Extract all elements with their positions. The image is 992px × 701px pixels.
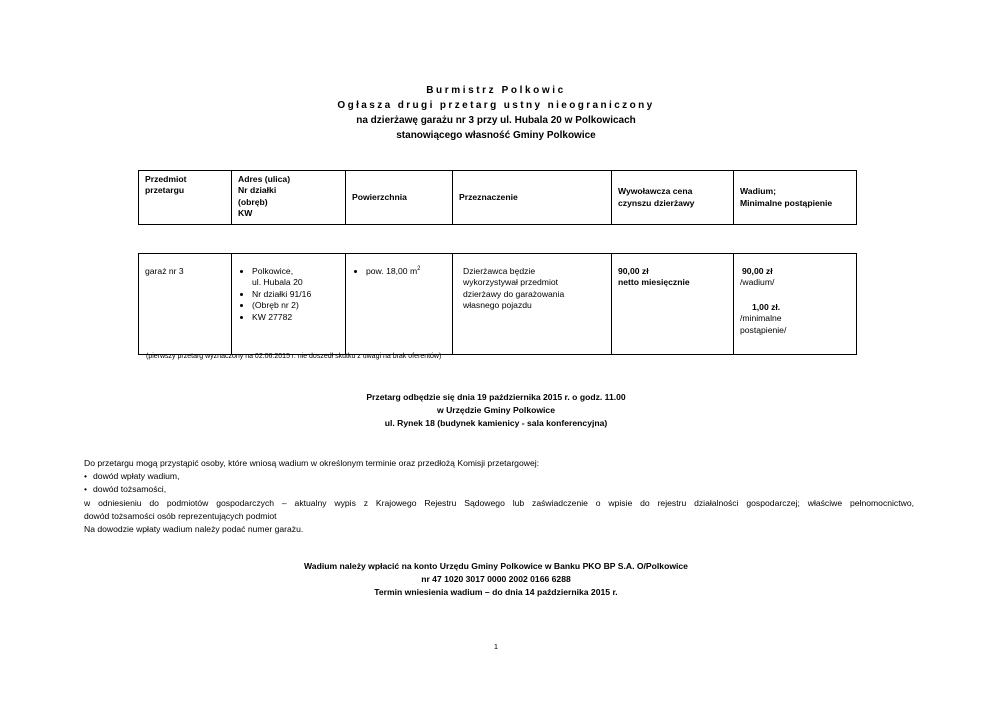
header-deposit-line2: Minimalne postąpienie xyxy=(740,197,833,208)
list-item: • Nr działki 91/16 xyxy=(252,289,339,300)
table-header xyxy=(138,170,857,225)
area-list xyxy=(352,266,446,277)
auction-info xyxy=(0,391,992,430)
payment-account-number: nr 47 1020 3017 0000 2002 0166 6288 xyxy=(421,574,571,584)
header-address-line3: (obręb) xyxy=(238,196,268,207)
condition-bullet: • dowód tożsamości, xyxy=(84,483,914,496)
header-address-line4: KW xyxy=(238,208,253,219)
auction-address: ul. Rynek 18 (budynek kamienicy - sala konferencyjna) xyxy=(384,418,608,428)
header-cell-price xyxy=(612,171,734,225)
price-note: netto miesięcznie xyxy=(618,277,690,288)
min-step-label-line1: /minimalne xyxy=(740,313,782,324)
header-announcement: Ogłasza drugi przetarg ustny nieograniczony xyxy=(337,100,655,111)
address-list xyxy=(238,266,339,323)
header-price-line2: czynszu dzierżawy xyxy=(618,197,695,208)
list-item: ul. Hubala 20 xyxy=(252,277,303,288)
header-cell-area: Powierzchnia xyxy=(346,171,453,225)
header-price-line1: Wywoławcza cena xyxy=(618,186,693,197)
payment-info xyxy=(0,560,992,599)
payment-deadline: Termin wniesienia wadium – do dnia 14 października 2015 r. xyxy=(374,587,618,597)
header-deposit-line1: Wadium; xyxy=(740,186,776,197)
cell-address xyxy=(232,254,346,355)
purpose-line: Dzierżawca będzie xyxy=(463,266,536,276)
condition-bullet: • dowód wpłaty wadium, xyxy=(84,470,914,483)
cell-purpose xyxy=(453,254,612,355)
list-item xyxy=(366,266,446,277)
cell-deposit xyxy=(734,254,857,355)
conditions-representatives: dowód tożsamości osób reprezentujących podmiot xyxy=(84,510,277,521)
header-title: Burmistrz Polkowic xyxy=(426,85,566,96)
header-address-line1: Adres (ulica) xyxy=(238,174,291,184)
header-subject-line2: przetargu xyxy=(145,185,185,196)
conditions-intro: Do przetargu mogą przystąpić osoby, które wniosą wadium w określonym terminie oraz przedłożą Komisji przetargowej: xyxy=(84,458,540,468)
first-auction-note: (pierwszy przetarg wyznaczony na 02.06.2015 r. nie doszedł skutku z uwagi na brak oferentów) xyxy=(146,353,442,360)
purpose-line: własnego pojazdu xyxy=(463,300,532,311)
purpose-line: wykorzystywał przedmiot xyxy=(463,277,559,288)
header-address-line2: Nr działki xyxy=(238,185,277,196)
auction-date: Przetarg odbędzie się dnia 19 października 2015 r. o godz. 11.00 xyxy=(366,392,626,402)
header-cell-subject xyxy=(139,171,232,225)
area-unit-exponent: 2 xyxy=(417,266,421,273)
header-cell-deposit xyxy=(734,171,857,225)
area-value: pow. 18,00 m xyxy=(366,266,418,276)
conditions-garage-number: Na dowodzie wpłaty wadium należy podać numer garażu. xyxy=(84,524,304,535)
list-item: • (Obręb nr 2) xyxy=(252,300,339,311)
min-step-value: 1,00 zł. xyxy=(752,301,781,312)
conditions-companies: w odniesieniu do podmiotów gospodarczych – aktualny wypis z Krajowego Rejestru Sądowego lub zaświadczenie o wpisie do rejestru działalności gospodarczej; właściwe pełnomocnictwo, xyxy=(84,497,914,508)
header-subject: na dzierżawę garażu nr 3 przy ul. Hubala 20 w Polkowicach xyxy=(356,115,636,126)
list-item: • Polkowice, xyxy=(252,266,339,277)
min-step-label-line2: postąpienie/ xyxy=(740,324,787,335)
document-header xyxy=(0,84,992,144)
participation-conditions xyxy=(84,457,914,536)
cell-price xyxy=(612,254,734,355)
header-cell-address xyxy=(232,171,346,225)
auction-place: w Urzędzie Gminy Polkowice xyxy=(437,405,555,415)
header-cell-purpose: Przeznaczenie xyxy=(453,171,612,225)
cell-subject: garaż nr 3 xyxy=(139,254,232,355)
list-item: • KW 27782 xyxy=(252,312,339,323)
cell-area xyxy=(346,254,453,355)
payment-account-bank: Wadium należy wpłacić na konto Urzędu Gminy Polkowice w Banku PKO BP S.A. O/Polkowice xyxy=(304,561,688,571)
deposit-label: /wadium/ xyxy=(740,277,775,288)
header-subject-line1: Przedmiot xyxy=(145,174,187,184)
purpose-line: dzierżawy do garażowania xyxy=(463,288,565,299)
table-data xyxy=(138,253,857,355)
price-value: 90,00 zł xyxy=(618,266,649,276)
deposit-value: 90,00 zł xyxy=(742,266,773,276)
header-ownership: stanowiącego własność Gminy Polkowice xyxy=(396,130,596,141)
page-number: 1 xyxy=(493,642,499,651)
